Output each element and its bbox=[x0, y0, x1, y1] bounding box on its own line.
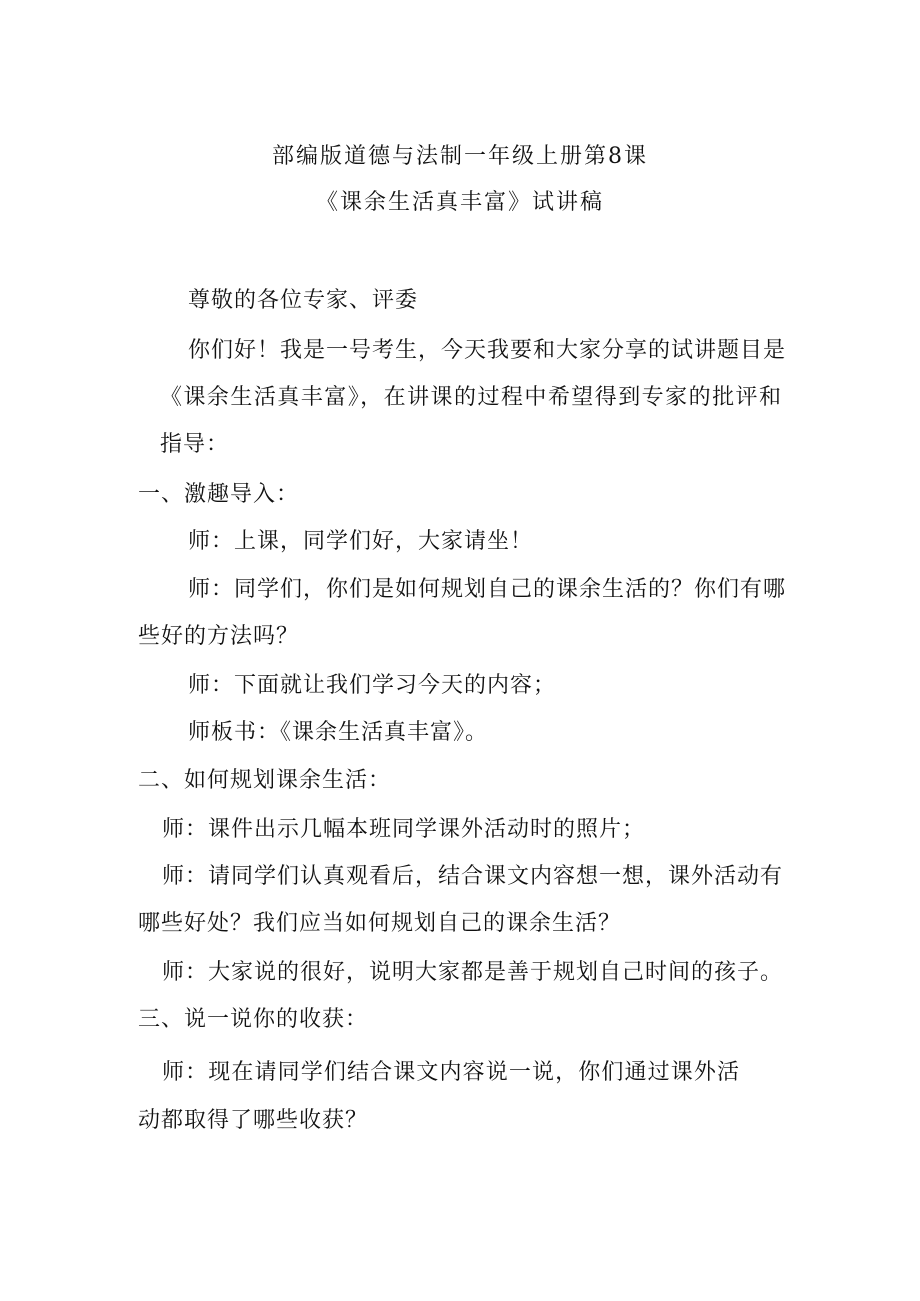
section1-paragraph-2-line-2: 些好的方法吗？ bbox=[138, 624, 300, 649]
section1-paragraph-2-line-1: 师：同学们，你们是如何规划自己的课余生活的？你们有哪 bbox=[188, 577, 787, 602]
intro-line-2: 《课余生活真丰富》，在讲课的过程中希望得到专家的批评和 bbox=[160, 385, 782, 410]
section-heading-2: 二、如何规划课余生活： bbox=[138, 768, 392, 793]
intro-line-3: 指导： bbox=[160, 432, 230, 457]
section2-paragraph-3: 师：大家说的很好，说明大家都是善于规划自己时间的孩子。 bbox=[162, 960, 784, 985]
section2-paragraph-1: 师：课件出示几幅本班同学课外活动时的照片； bbox=[162, 817, 646, 842]
greeting: 尊敬的各位专家、评委 bbox=[188, 288, 419, 313]
section-heading-1: 一、激趣导入： bbox=[138, 482, 300, 507]
section1-paragraph-3: 师：下面就让我们学习今天的内容； bbox=[188, 673, 557, 698]
section2-paragraph-2-line-2: 哪些好处？我们应当如何规划自己的课余生活？ bbox=[138, 911, 622, 936]
intro-line-1: 你们好！我是一号考生，今天我要和大家分享的试讲题目是 bbox=[188, 338, 787, 363]
section3-paragraph-1-line-2: 动都取得了哪些收获？ bbox=[138, 1108, 369, 1133]
section2-paragraph-2-line-1: 师：请同学们认真观看后，结合课文内容想一想，课外活动有 bbox=[162, 864, 784, 889]
document-title: 部编版道德与法制一年级上册第8课 bbox=[272, 144, 648, 169]
section-heading-3: 三、说一说你的收获： bbox=[138, 1007, 369, 1032]
section1-paragraph-1: 师：上课，同学们好，大家请坐！ bbox=[188, 529, 534, 554]
section3-paragraph-1-line-1: 师：现在请同学们结合课文内容说一说，你们通过课外活 bbox=[162, 1060, 740, 1085]
section1-paragraph-4: 师板书：《课余生活真丰富》。 bbox=[188, 720, 489, 745]
document-subtitle: 《课余生活真丰富》试讲稿 bbox=[315, 190, 604, 215]
